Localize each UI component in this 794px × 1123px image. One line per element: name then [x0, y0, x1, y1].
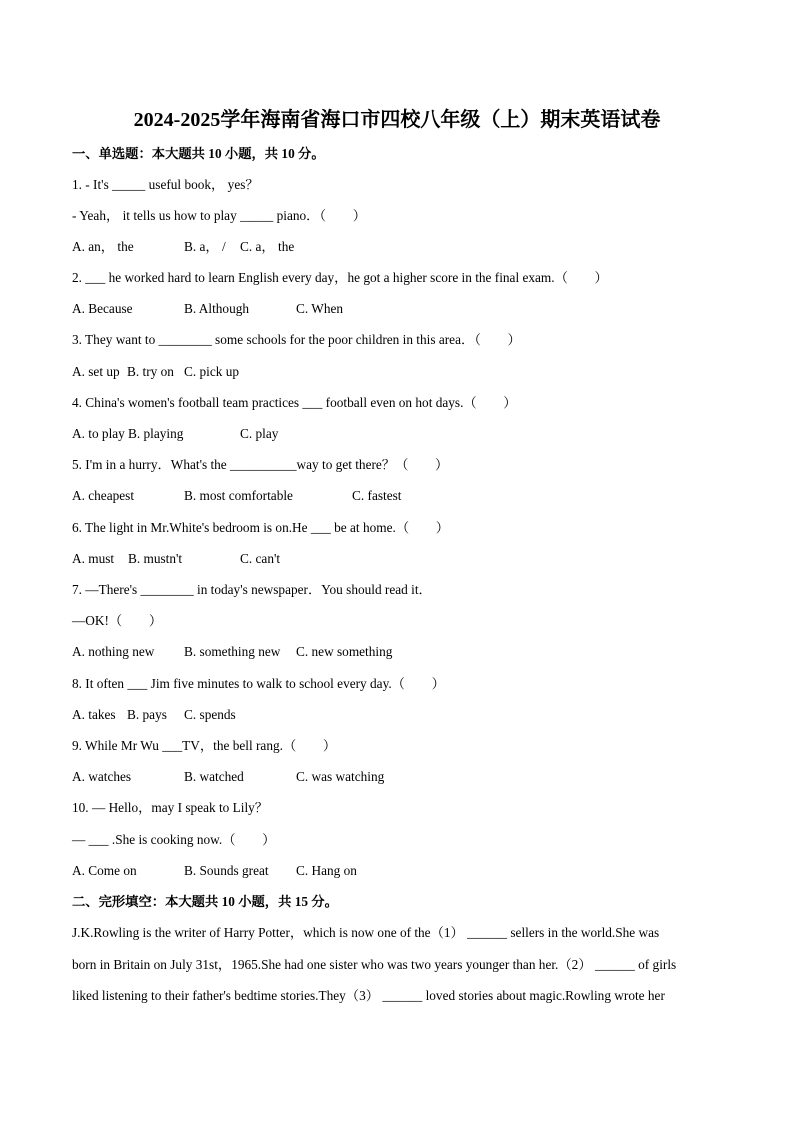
question-7-option-a[interactable]: A. nothing new [72, 644, 155, 659]
question-4-option-a[interactable]: A. to play [72, 426, 125, 441]
question-6-line-1: 6. The light in Mr.White's bedroom is on.He ___ be at home.（ ） [72, 520, 450, 535]
passage-line-2: born in Britain on July 31st，1965.She had one sister who was two years younger than her.（2） ______ of girls [72, 957, 677, 972]
question-3-line-1: 3. They want to ________ some schools for the poor children in this area．（ ） [72, 332, 521, 347]
question-5-option-a[interactable]: A. cheapest [72, 488, 135, 503]
question-10-option-a[interactable]: A. Come on [72, 863, 137, 878]
question-2-option-b[interactable]: B. Although [184, 301, 250, 316]
question-1-option-a[interactable]: A. an， the [72, 239, 134, 254]
question-4-option-c[interactable]: C. play [240, 426, 279, 441]
question-7-option-c[interactable]: C. new something [296, 644, 393, 659]
question-2-option-c[interactable]: C. When [296, 301, 344, 316]
question-5-line-1: 5. I'm in a hurry．What's the __________way to get there？（ ） [72, 457, 449, 472]
section-1-heading: 一、单选题：本大题共 10 小题，共 10 分。 [72, 146, 325, 161]
question-6-option-a[interactable]: A. must [72, 551, 115, 566]
question-9-line-1: 9. While Mr Wu ___TV，the bell rang.（ ） [72, 738, 337, 753]
exam-title: 2024-2025学年海南省海口市四校八年级（上）期末英语试卷 [133, 109, 661, 131]
question-2-line-1: 2. ___ he worked hard to learn English every day，he got a higher score in the final exam.（ ） [72, 270, 608, 285]
question-8-option-b[interactable]: B. pays [127, 707, 167, 722]
question-1-line-1: 1. - It's _____ useful book， yes？ [72, 177, 259, 192]
question-5-option-b[interactable]: B. most comfortable [184, 488, 293, 503]
question-5-option-c[interactable]: C. fastest [352, 488, 402, 503]
question-9-option-b[interactable]: B. watched [184, 769, 244, 784]
question-2-option-a[interactable]: A. Because [72, 301, 133, 316]
question-7-line-2: —OK!（ ） [72, 613, 163, 628]
question-10-line-2: — ___ .She is cooking now.（ ） [72, 832, 276, 847]
question-4-option-b[interactable]: B. playing [128, 426, 184, 441]
section-2-heading: 二、完形填空：本大题共 10 小题，共 15 分。 [72, 894, 338, 909]
question-1-option-c[interactable]: C. a， the [240, 239, 295, 254]
question-1-option-b[interactable]: B. a， / [184, 239, 226, 254]
question-1-line-2: - Yeah， it tells us how to play _____ piano．（ ） [72, 208, 366, 223]
question-8-option-c[interactable]: C. spends [184, 707, 236, 722]
question-3-option-a[interactable]: A. set up [72, 364, 120, 379]
question-3-option-c[interactable]: C. pick up [184, 364, 240, 379]
question-3-option-b[interactable]: B. try on [127, 364, 174, 379]
question-10-option-b[interactable]: B. Sounds great [184, 863, 269, 878]
question-8-option-a[interactable]: A. takes [72, 707, 116, 722]
question-9-option-c[interactable]: C. was watching [296, 769, 385, 784]
question-8-line-1: 8. It often ___ Jim five minutes to walk to school every day.（ ） [72, 676, 445, 691]
passage-line-3: liked listening to their father's bedtime stories.They（3） ______ loved stories about magic.Rowling wrote her [72, 988, 665, 1003]
question-10-line-1: 10. — Hello，may I speak to Lily？ [72, 800, 269, 815]
passage-line-1: J.K.Rowling is the writer of Harry Potter，which is now one of the（1） ______ sellers in the world.She was [72, 925, 660, 940]
question-6-option-c[interactable]: C. can't [240, 551, 281, 566]
question-7-option-b[interactable]: B. something new [184, 644, 281, 659]
question-7-line-1: 7. —There's ________ in today's newspaper．You should read it． [72, 582, 432, 597]
question-4-line-1: 4. China's women's football team practices ___ football even on hot days.（ ） [72, 395, 517, 410]
question-10-option-c[interactable]: C. Hang on [296, 863, 357, 878]
question-6-option-b[interactable]: B. mustn't [128, 551, 183, 566]
question-9-option-a[interactable]: A. watches [72, 769, 132, 784]
